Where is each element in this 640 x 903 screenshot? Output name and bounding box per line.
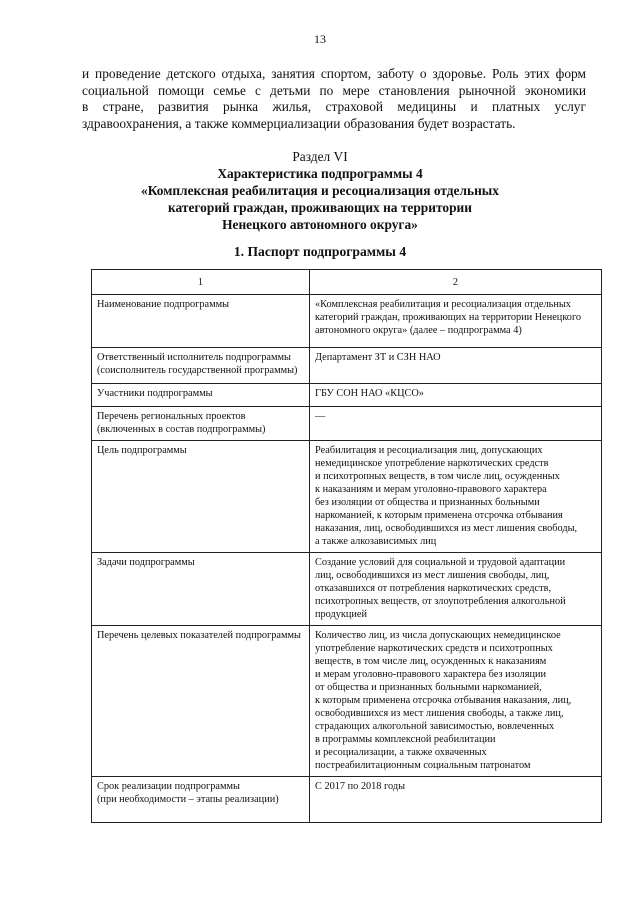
row-value-line: категорий граждан, проживающих на территории Ненецкого [315,312,582,323]
row-value-line: без изоляции от общества и признанных больными [315,497,540,508]
row-label-line: (соисполнитель государственной программы) [97,365,298,376]
intro-line: в стране, развития рынка жилья, страховой медицины и платных услуг [82,99,586,115]
section-title-line: «Комплексная реабилитация и ресоциализация отдельных [141,183,499,198]
row-value-line: продукцией [315,609,368,620]
row-value-line: — [315,411,326,422]
row-value-line: и ресоциализации, а также охваченных [315,747,487,758]
row-label-cell [92,295,310,348]
section-heading [0,148,640,233]
table-row [92,553,602,626]
row-value-line: наказания, лиц, освободившихся из мест лишения свободы, [315,523,578,534]
row-value-cell [310,626,602,777]
row-label-line: Цель подпрограммы [97,445,187,456]
intro-line: и проведение детского отдыха, занятия спортом, заботу о здоровье. Роль этих форм [82,66,586,81]
table-row [92,441,602,553]
row-value-cell [310,407,602,441]
row-value-line: ГБУ СОН НАО «КЦСО» [315,388,424,399]
table-row [92,348,602,384]
table-row [92,407,602,441]
table-row [92,295,602,348]
row-label-line: Перечень региональных проектов [97,411,246,422]
row-label-cell [92,348,310,384]
row-label-line: Участники подпрограммы [97,388,213,399]
row-value-cell [310,777,602,823]
row-value-line: психотропных веществ, от злоупотребления алкогольной [315,596,566,607]
row-value-line: и мерам уголовно-правового характера без изоляции [315,669,547,680]
intro-paragraph [82,66,586,133]
row-label-cell [92,441,310,553]
table-row [92,626,602,777]
column-header: 2 [310,270,602,295]
row-value-cell [310,384,602,407]
row-value-line: от общества и признанных больными наркоманией, [315,682,542,693]
section-title-line: Ненецкого автономного округа» [222,217,418,232]
row-label-cell [92,626,310,777]
intro-line: социальной помощи семье с детьми по мере становления рыночной экономики [82,82,586,98]
intro-line: здравоохранения, а также коммерциализации образования будет возрастать. [82,116,516,132]
row-label-cell [92,384,310,407]
table-row [92,384,602,407]
row-label-line: Ответственный исполнитель подпрограммы [97,352,291,363]
row-value-line: «Комплексная реабилитация и ресоциализация отдельных [315,299,571,310]
row-label-line: Срок реализации подпрограммы [97,781,240,792]
row-value-line: в программы комплексной реабилитации [315,734,496,745]
row-label-line: Перечень целевых показателей подпрограммы [97,630,301,641]
row-value-line: Количество лиц, из числа допускающих немедицинское [315,630,561,641]
row-label-cell [92,777,310,823]
row-value-line: лиц, освободившихся из мест лишения свободы, лиц, [315,570,550,581]
row-value-line: С 2017 по 2018 годы [315,781,405,792]
row-value-line: отказавшихся от потребления наркотических средств, [315,583,552,594]
column-header: 1 [92,270,310,295]
row-value-line: к которым применена отсрочка отбывания наказания, лиц, [315,695,572,706]
row-value-line: постреабилитационным социальным патронатом [315,760,531,771]
table-row [92,777,602,823]
page-number: 13 [314,32,326,46]
row-value-line: употребление наркотических средств и психотропных [315,643,553,654]
row-value-cell [310,553,602,626]
row-label-line: (включенных в состав подпрограммы) [97,424,266,435]
row-value-cell [310,441,602,553]
row-value-line: освободившихся из мест лишения свободы, а также лиц, [315,708,564,719]
row-value-cell [310,348,602,384]
row-value-line: Департамент ЗТ и СЗН НАО [315,352,441,363]
row-value-line: к наказаниям и мерам уголовно-правового характера [315,484,547,495]
section-label: Раздел VI [292,149,348,164]
row-value-line: автономного округа» (далее – подпрограмма 4) [315,325,522,336]
passport-table [91,269,602,823]
row-value-line: Реабилитация и ресоциализация лиц, допускающих [315,445,543,456]
row-value-line: веществ, в том числе лиц, осужденных к наказаниям [315,656,547,667]
row-value-line: и психотропных веществ, в том числе лиц, осужденных [315,471,560,482]
section-title-line: Характеристика подпрограммы 4 [217,166,423,181]
row-value-line: Создание условий для социальной и трудовой адаптации [315,557,566,568]
table-header-row [92,270,602,295]
row-value-line: а также алкозависимых лиц [315,536,437,547]
row-label-line: Наименование подпрограммы [97,299,230,310]
row-value-line: страдающих алкогольной зависимостью, вовлеченных [315,721,555,732]
row-value-line: немедицинское употребление наркотических средств [315,458,549,469]
row-label-line: Задачи подпрограммы [97,557,195,568]
passport-title: 1. Паспорт подпрограммы 4 [233,244,407,259]
section-title-line: категорий граждан, проживающих на территории [168,200,472,215]
row-label-line: (при необходимости – этапы реализации) [97,794,279,805]
row-value-line: наркоманией, к которым применена отсрочка отбывания [315,510,563,521]
row-label-cell [92,553,310,626]
row-value-cell [310,295,602,348]
row-label-cell [92,407,310,441]
